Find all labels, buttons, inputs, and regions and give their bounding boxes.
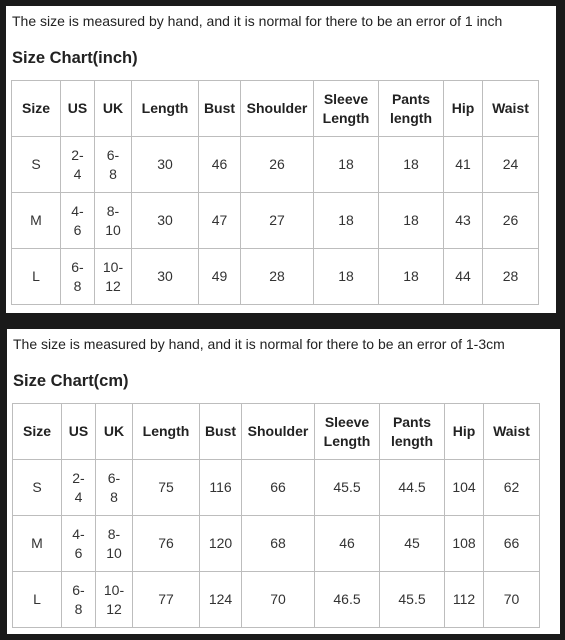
table-cell: 8- 10 (96, 516, 133, 572)
table-cell: 18 (314, 249, 379, 305)
table-cell: 47 (199, 193, 241, 249)
header-sleeve-length: Sleeve Length (314, 81, 379, 137)
size-table (12, 403, 540, 628)
table-cell: 45 (380, 516, 445, 572)
table-cell: 6- 8 (95, 137, 132, 193)
header-row (12, 81, 539, 137)
table-cell: 124 (200, 572, 242, 628)
table-cell: 112 (445, 572, 484, 628)
table-cell: 68 (242, 516, 315, 572)
header-hip: Hip (444, 81, 483, 137)
header-bust: Bust (199, 81, 241, 137)
table-row (12, 193, 539, 249)
table-cell: 30 (132, 193, 199, 249)
header-sleeve-length: Sleeve Length (315, 404, 380, 460)
table-cell: M (12, 193, 61, 249)
table-cell: 120 (200, 516, 242, 572)
measurement-note: The size is measured by hand, and it is normal for there to be an error of 1 inch (12, 13, 503, 29)
table-cell: 49 (199, 249, 241, 305)
table-row (13, 516, 540, 572)
header-waist: Waist (483, 81, 539, 137)
table-cell: 75 (133, 460, 200, 516)
table-cell: 66 (242, 460, 315, 516)
table-cell: L (12, 249, 61, 305)
table-cell: 76 (133, 516, 200, 572)
table-cell: 24 (483, 137, 539, 193)
chart-title: Size Chart(inch) (12, 49, 138, 67)
table-cell: 8- 10 (95, 193, 132, 249)
size-table (11, 80, 539, 305)
table-cell: 6- 8 (61, 249, 95, 305)
chart-title: Size Chart(cm) (13, 372, 129, 390)
table-cell: 2- 4 (62, 460, 96, 516)
header-size: Size (12, 81, 61, 137)
table-cell: 43 (444, 193, 483, 249)
table-cell: 70 (242, 572, 315, 628)
header-shoulder: Shoulder (242, 404, 315, 460)
header-uk: UK (96, 404, 133, 460)
header-us: US (61, 81, 95, 137)
table-cell: 44 (444, 249, 483, 305)
table-cell: 10- 12 (95, 249, 132, 305)
table-cell: 10- 12 (96, 572, 133, 628)
table-cell: 27 (241, 193, 314, 249)
table-cell: 18 (379, 249, 444, 305)
table-cell: 45.5 (380, 572, 445, 628)
table-cell: 26 (483, 193, 539, 249)
table-cell: 28 (241, 249, 314, 305)
header-pants-length: Pants length (380, 404, 445, 460)
table-cell: 2- 4 (61, 137, 95, 193)
table-cell: 30 (132, 249, 199, 305)
table-cell: 108 (445, 516, 484, 572)
header-length: Length (132, 81, 199, 137)
table-cell: 45.5 (315, 460, 380, 516)
table-row (13, 572, 540, 628)
table-cell: L (13, 572, 62, 628)
table-cell: S (12, 137, 61, 193)
table-cell: 18 (379, 193, 444, 249)
table-cell: 66 (484, 516, 540, 572)
table-cell: 116 (200, 460, 242, 516)
table-cell: 28 (483, 249, 539, 305)
table-cell: S (13, 460, 62, 516)
table-row (13, 460, 540, 516)
header-us: US (62, 404, 96, 460)
table-cell: 4- 6 (62, 516, 96, 572)
header-row (13, 404, 540, 460)
header-hip: Hip (445, 404, 484, 460)
table-cell: 46 (315, 516, 380, 572)
table-cell: 77 (133, 572, 200, 628)
header-waist: Waist (484, 404, 540, 460)
header-bust: Bust (200, 404, 242, 460)
size-chart-inch-panel (6, 6, 556, 313)
size-chart-cm-panel (7, 329, 560, 634)
table-cell: 6- 8 (96, 460, 133, 516)
header-pants-length: Pants length (379, 81, 444, 137)
table-cell: 26 (241, 137, 314, 193)
table-cell: 18 (314, 193, 379, 249)
table-cell: 44.5 (380, 460, 445, 516)
table-cell: 30 (132, 137, 199, 193)
table-cell: 18 (314, 137, 379, 193)
table-cell: 104 (445, 460, 484, 516)
header-length: Length (133, 404, 200, 460)
table-cell: 6- 8 (62, 572, 96, 628)
header-shoulder: Shoulder (241, 81, 314, 137)
table-cell: M (13, 516, 62, 572)
table-cell: 70 (484, 572, 540, 628)
table-cell: 4- 6 (61, 193, 95, 249)
table-cell: 46 (199, 137, 241, 193)
table-cell: 46.5 (315, 572, 380, 628)
header-size: Size (13, 404, 62, 460)
table-cell: 41 (444, 137, 483, 193)
measurement-note: The size is measured by hand, and it is normal for there to be an error of 1-3cm (13, 336, 505, 352)
table-cell: 18 (379, 137, 444, 193)
table-row (12, 137, 539, 193)
table-cell: 62 (484, 460, 540, 516)
header-uk: UK (95, 81, 132, 137)
table-row (12, 249, 539, 305)
